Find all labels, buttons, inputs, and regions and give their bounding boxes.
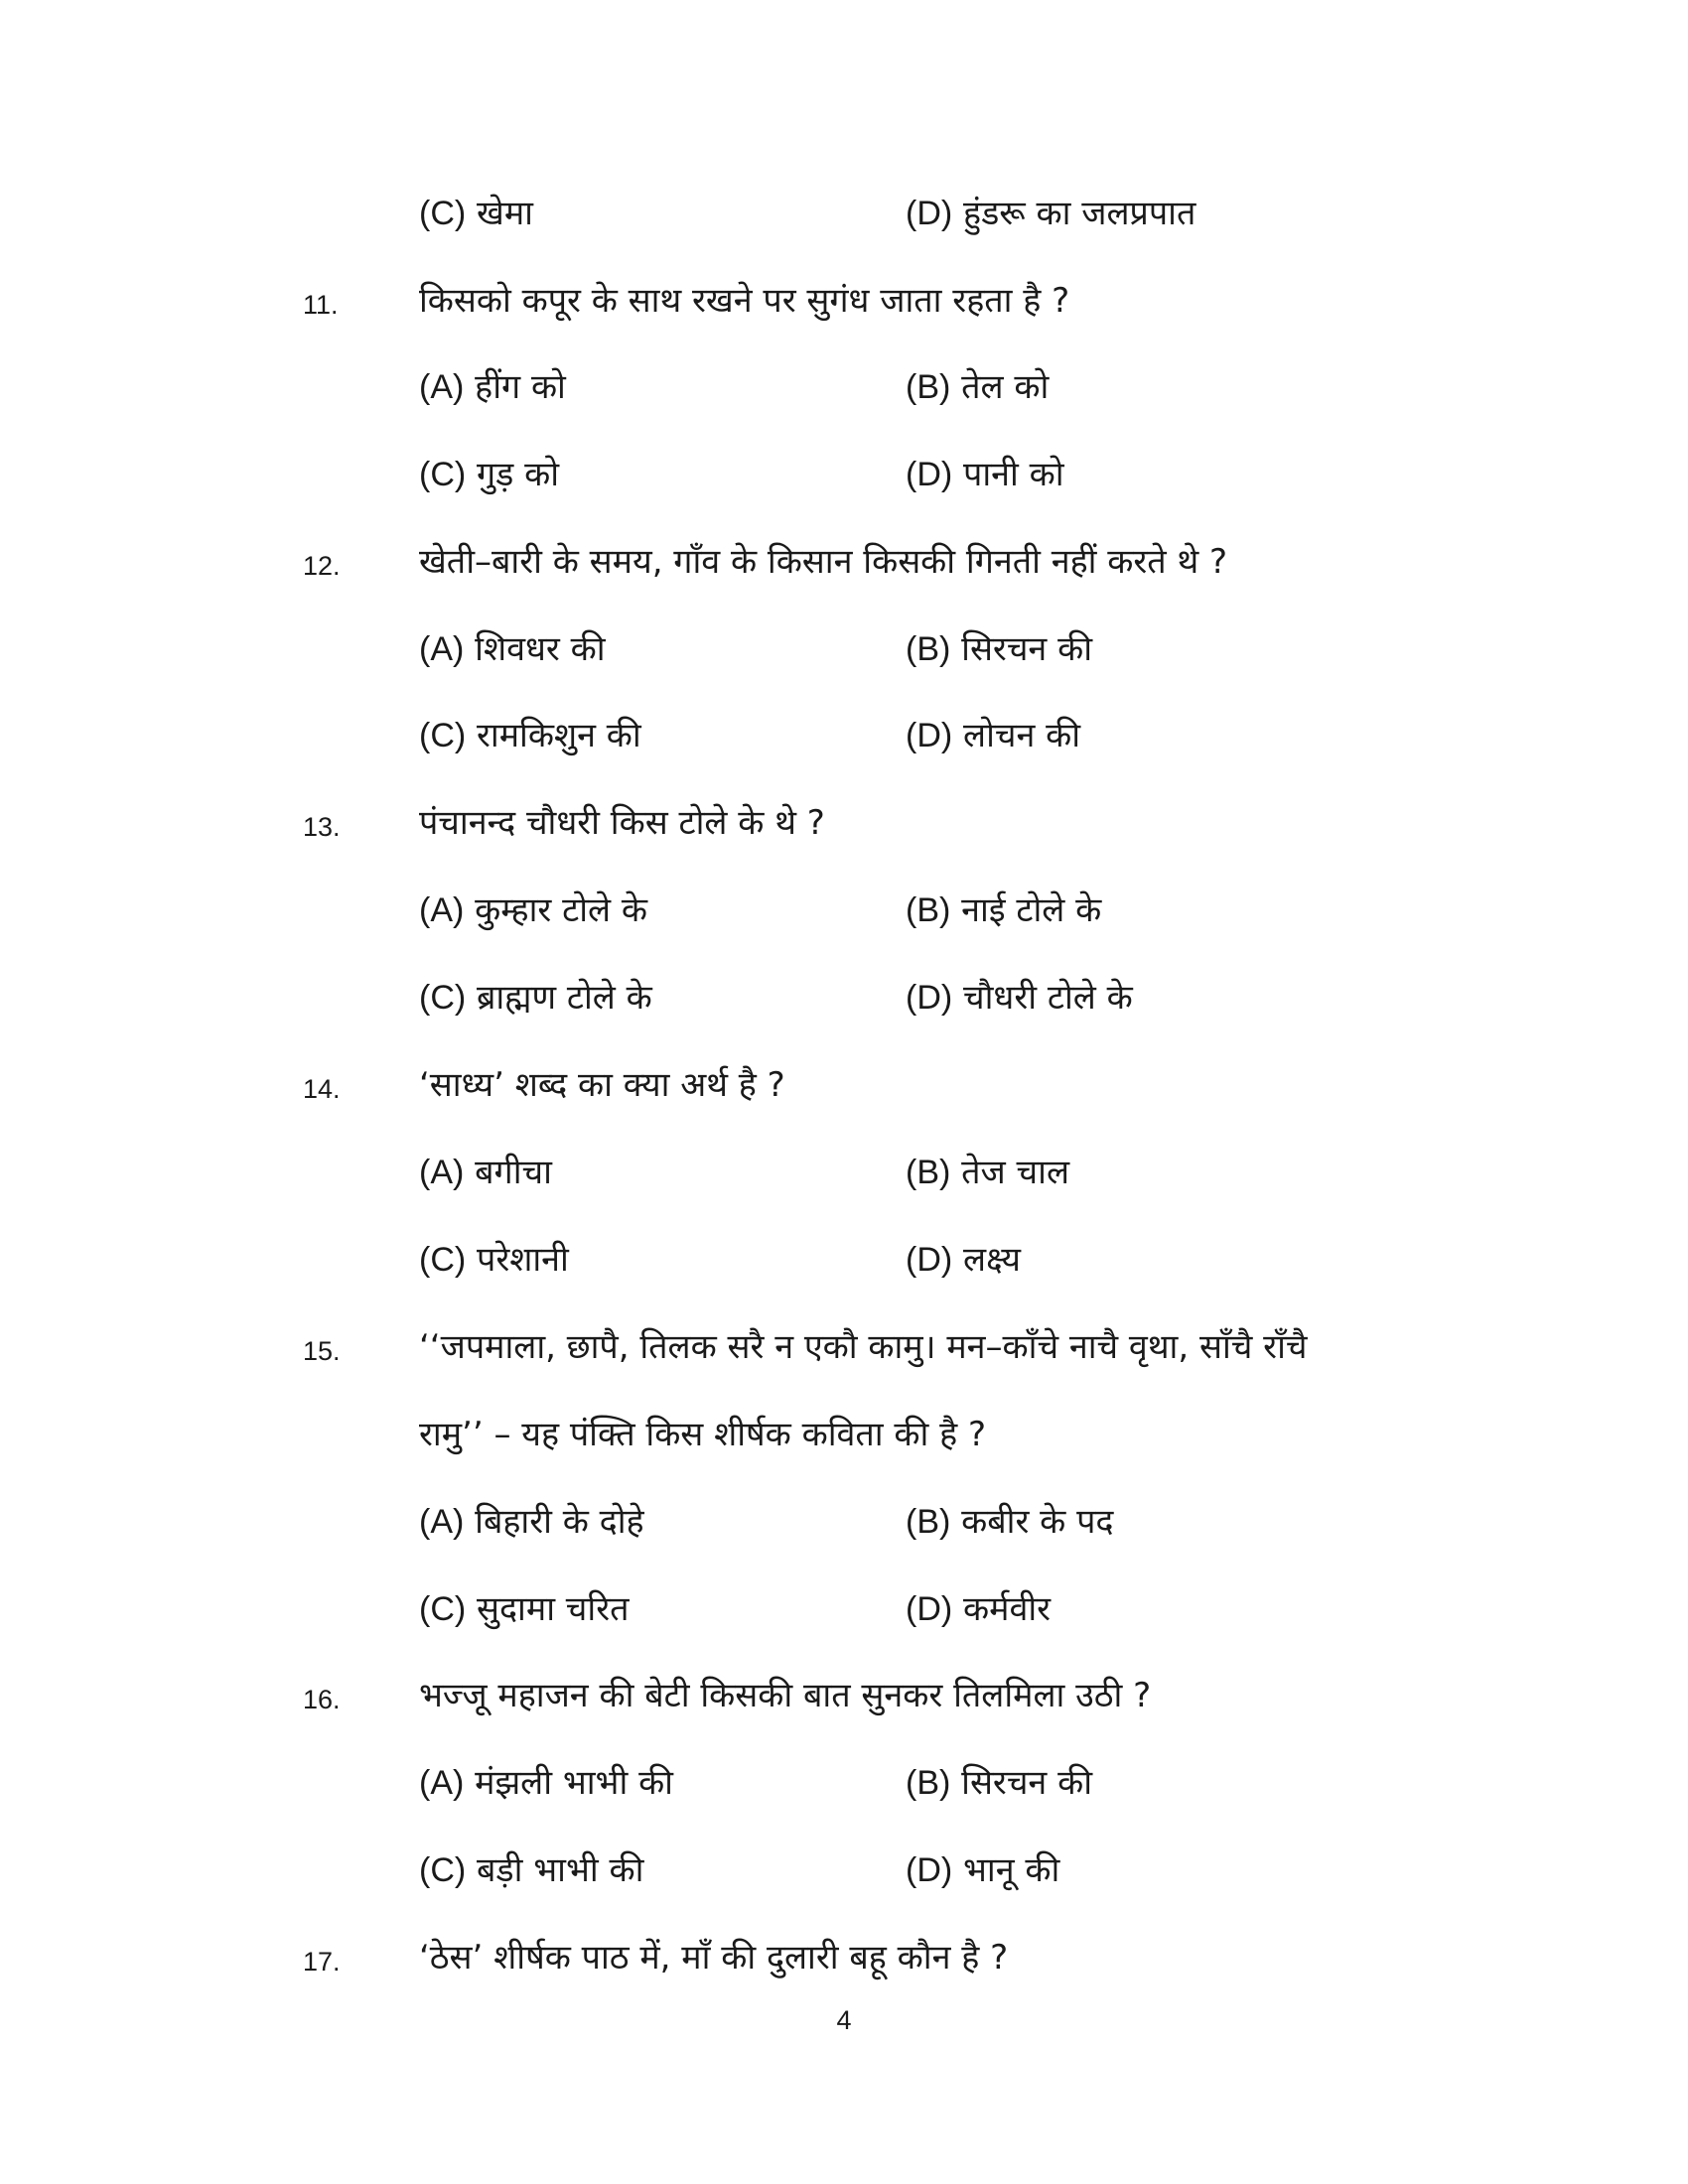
question-14 — [0, 1060, 1688, 1120]
question-text: ‘साध्य’ शब्द का क्या अर्थ है ? — [419, 1065, 785, 1105]
option-c: (C) सुदामा चरित — [419, 1589, 630, 1629]
option-a: (A) मंझली भाभी की — [419, 1763, 673, 1803]
option-c: (C) ब्राह्मण टोले के — [419, 978, 652, 1018]
question-15-line-2 — [0, 1410, 1688, 1469]
question-15 — [0, 1322, 1688, 1382]
question-text: किसको कपूर के साथ रखने पर सुगंध जाता रहता है ? — [419, 281, 1070, 321]
option-a: (A) शिवधर की — [419, 629, 606, 669]
question-number: 15. — [303, 1336, 341, 1366]
option-b: (B) तेल को — [906, 367, 1050, 407]
option-d: (D) लोचन की — [906, 716, 1081, 755]
question-text: ‘ठेस’ शीर्षक पाठ में, माँ की दुलारी बहू कौन है ? — [419, 1938, 1009, 1978]
option-a: (A) बगीचा — [419, 1153, 552, 1192]
question-number: 14. — [303, 1074, 341, 1104]
question-13 — [0, 798, 1688, 858]
option-d: (D) कर्मवीर — [906, 1589, 1052, 1629]
q11-options-cd — [0, 450, 1688, 509]
option-d: (D) लक्ष्य — [906, 1240, 1021, 1280]
question-text: ‘‘जपमाला, छापै, तिलक सरै न एकौ कामु। मन–काँचे नाचै वृथा, साँचै राँचै — [419, 1327, 1308, 1367]
page-number: 4 — [836, 2005, 852, 2035]
option-b: (B) कबीर के पद — [906, 1502, 1114, 1542]
option-d: (D) चौधरी टोले के — [906, 978, 1133, 1018]
option-b: (B) सिरचन की — [906, 1763, 1093, 1803]
question-number: 17. — [303, 1947, 341, 1977]
question-number: 16. — [303, 1685, 341, 1714]
question-text: खेती–बारी के समय, गाँव के किसान किसकी गिनती नहीं करते थे ? — [419, 542, 1228, 582]
q12-options-cd — [0, 711, 1688, 770]
option-a: (A) हींग को — [419, 367, 566, 407]
q12-options-ab — [0, 624, 1688, 684]
option-a: (A) कुम्हार टोले के — [419, 890, 648, 930]
question-17 — [0, 1933, 1688, 1992]
question-16 — [0, 1671, 1688, 1730]
option-c: (C) परेशानी — [419, 1240, 569, 1280]
question-number: 12. — [303, 551, 341, 581]
question-text: पंचानन्द चौधरी किस टोले के थे ? — [419, 803, 825, 843]
option-d: (D) भानू की — [906, 1850, 1060, 1890]
q14-options-cd — [0, 1235, 1688, 1295]
q15-options-cd — [0, 1584, 1688, 1644]
q11-options-ab — [0, 362, 1688, 422]
option-b: (B) नाई टोले के — [906, 890, 1102, 930]
option-a: (A) बिहारी के दोहे — [419, 1502, 644, 1542]
q16-options-ab — [0, 1758, 1688, 1818]
option-c: (C) रामकिशुन की — [419, 716, 641, 755]
option-c: (C) गुड़ को — [419, 455, 560, 494]
option-c: (C) खेमा — [419, 194, 533, 233]
q13-options-ab — [0, 886, 1688, 945]
q10-options-row — [0, 189, 1688, 248]
question-text-continued: रामु’’ – यह पंक्ति किस शीर्षक कविता की है ? — [419, 1415, 987, 1454]
option-d: (D) हुंडरू का जलप्रपात — [906, 194, 1196, 233]
question-12 — [0, 537, 1688, 597]
q16-options-cd — [0, 1845, 1688, 1905]
option-c: (C) बड़ी भाभी की — [419, 1850, 644, 1890]
option-b: (B) सिरचन की — [906, 629, 1093, 669]
q13-options-cd — [0, 973, 1688, 1032]
question-text: भज्जू महाजन की बेटी किसकी बात सुनकर तिलमिला उठी ? — [419, 1676, 1152, 1715]
option-b: (B) तेज चाल — [906, 1153, 1070, 1192]
question-number: 11. — [303, 290, 339, 320]
option-d: (D) पानी को — [906, 455, 1064, 494]
question-number: 13. — [303, 812, 341, 842]
q14-options-ab — [0, 1148, 1688, 1207]
question-11 — [0, 276, 1688, 336]
q15-options-ab — [0, 1497, 1688, 1557]
